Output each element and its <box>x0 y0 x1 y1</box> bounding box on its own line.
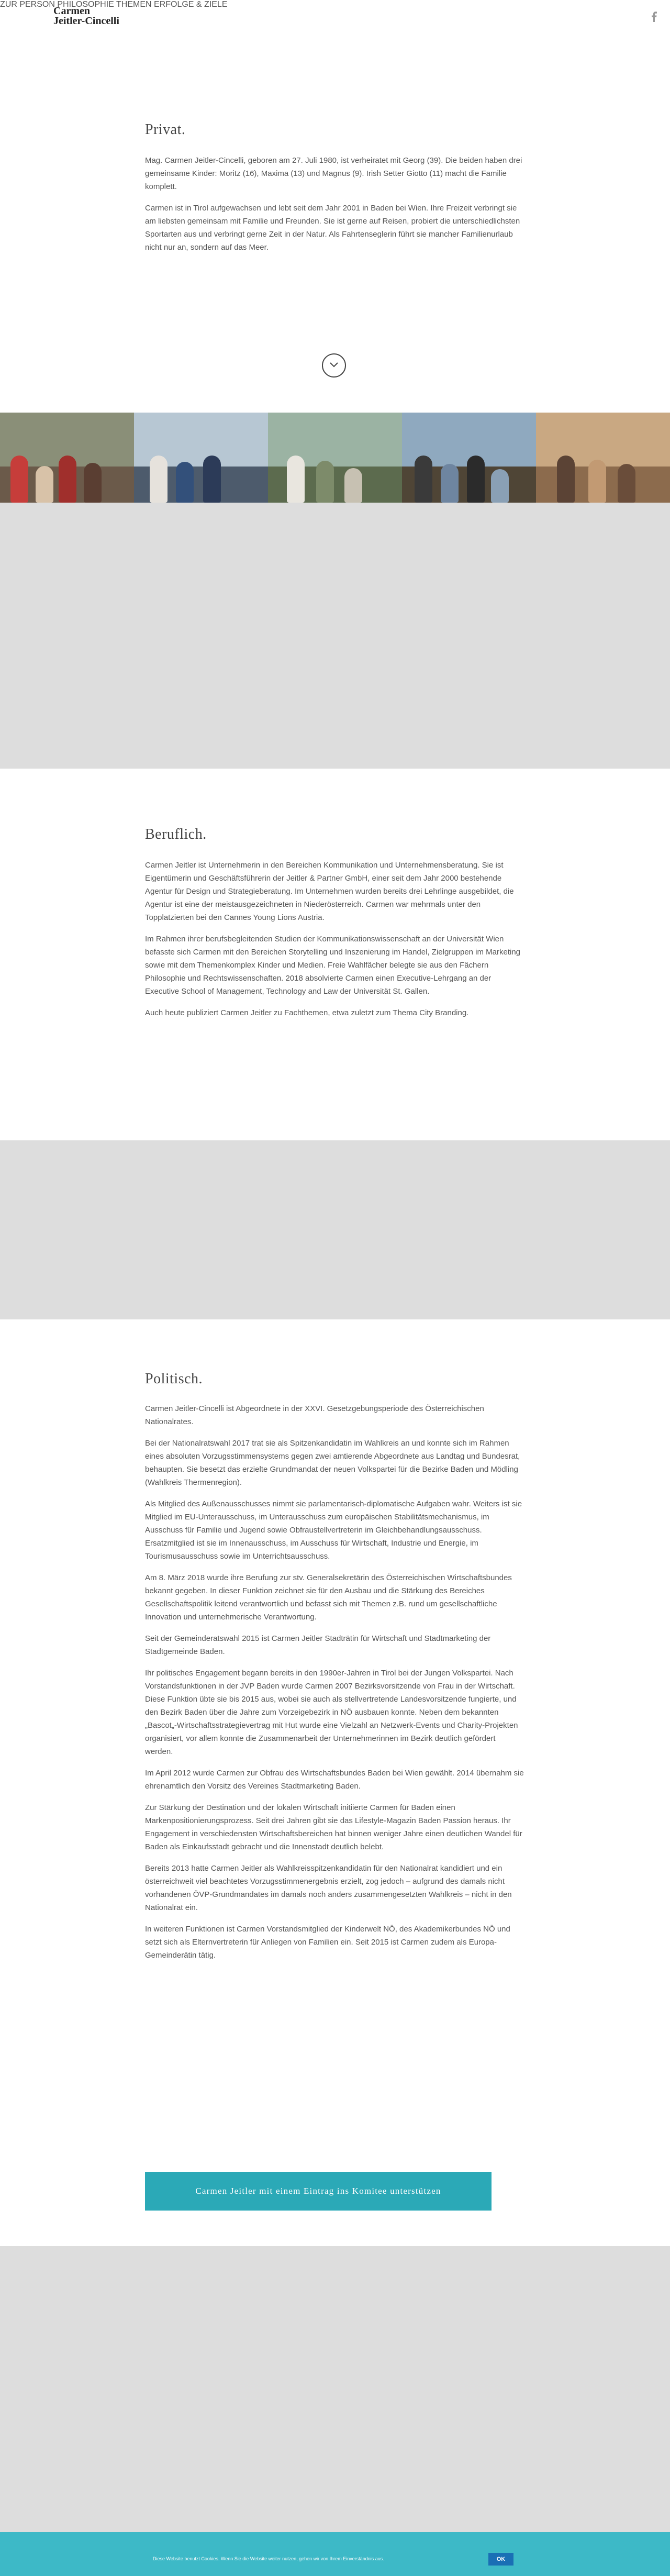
politisch-paragraph: Am 8. März 2018 wurde ihre Berufung zur stv. Generalsekretärin des Österreichischen Wirtschaftsbundes bekannt gegeben. In dieser Funktion zeichnet sie für den Ausbau und die Stärkung des Bereiches Gesellschaftspolitik leitend verantwortlich und befasst sich mit Themen z.B. rund um gesellschaftliche Innovation und unternehmerische Verantwortung. <box>145 1573 512 1622</box>
section-title-politisch: Politisch. <box>145 1371 203 1387</box>
politisch-paragraph: In weiteren Funktionen ist Carmen Vorstandsmitglied der Kinderwelt NÖ, des Akademikerbundes NÖ und setzt sich als Elternvertreterin für Anliegen von Familien ein. Seit 2015 ist Carmen zudem als Europa-Gemeinderätin tätig. <box>145 1925 510 1960</box>
image-placeholder <box>0 2246 670 2532</box>
politisch-paragraph: Carmen Jeitler-Cincelli ist Abgeordnete in der XXVI. Gesetzgebungsperiode des Österreichischen Nationalrates. <box>145 1404 484 1426</box>
privat-paragraph: Carmen ist in Tirol aufgewachsen und lebt seit dem Jahr 2001 in Baden bei Wien. Ihre Freizeit verbringt sie am liebsten gemeinsam mit Familie und Freunden. Sie ist gerne auf Reisen, probiert die unterschiedlichsten Sportarten aus und verbringt gerne Zeit in der Natur. Als Fahrtenseglerin führt sie mancher Familienurlaub nicht nur an, sondern auf das Meer. <box>145 204 520 252</box>
image-placeholder <box>0 503 670 769</box>
family-photo <box>536 413 670 503</box>
privat-paragraph: Mag. Carmen Jeitler-Cincelli, geboren am 27. Juli 1980, ist verheiratet mit Georg (39). Die beiden haben drei gemeinsame Kinder: Moritz (16), Maxima (13) und Magnus (9). Irish Setter Giotto (11) macht die Familie komplett. <box>145 156 522 191</box>
cookie-ok-button[interactable]: OK <box>488 2553 513 2566</box>
cookie-text: Diese Website benutzt Cookies. Wenn Sie die Website weiter nutzen, gehen wir von Ihrem Einverständnis aus. <box>153 2556 384 2561</box>
politisch-paragraph: Als Mitglied des Außenausschusses nimmt sie parlamentarisch-diplomatische Aufgaben wahr. Weiters ist sie Mitglied im EU-Unterausschuss, im Unterausschuss zum europäischen Stabilitätsmechanismus, im Ausschuss für Familie und Jugend sowie Obfraustellvertreterin im Gleichbehandlungsausschuss. Ersatzmitglied ist sie im Innenausschuss, im Ausschuss für Wirtschaft, Industrie und Energie, im Tourismusausschuss sowie im Unterrichtsausschuss. <box>145 1500 522 1561</box>
politisch-paragraph: Bereits 2013 hatte Carmen Jeitler als Wahlkreisspitzenkandidatin für den Nationalrat kandidiert und ein österreichweit viel beachtetes Vorzugsstimmenergebnis erzielt, zog jedoch – aufgrund des damals nicht vorhandenen ÖVP-Grundmandates im damals noch anders zusammengesetzten Wahlkreis – nicht in den Nationalrat ein. <box>145 1864 512 1912</box>
section-title-privat: Privat. <box>145 121 186 138</box>
section-beruflich <box>0 769 670 1140</box>
photo-strip <box>0 413 670 503</box>
politisch-paragraph: Zur Stärkung der Destination und der lokalen Wirtschaft initiierte Carmen für Baden einen Markenpositionierungsprozess. Seit drei Jahren gibt sie das Lifestyle-Magazin Baden Passion heraus. Ihr Engagement in verschiedensten Wirtschaftsbereichen hat binnen weniger Jahre einen deutlichen Wandel für Baden als Einkaufsstadt gebracht und die Innenstadt deutlich belebt. <box>145 1803 522 1851</box>
section-privat <box>0 37 670 413</box>
politisch-paragraph: Seit der Gemeinderatswahl 2015 ist Carmen Jeitler Stadträtin für Wirtschaft und Stadtmarketing der Stadtgemeinde Baden. <box>145 1634 491 1656</box>
politisch-paragraph: Im April 2012 wurde Carmen zur Obfrau des Wirtschaftsbundes Baden bei Wien gewählt. 2014 übernahm sie ehrenamtlich den Vorsitz des Vereines Stadtmarketing Baden. <box>145 1769 524 1791</box>
facebook-icon[interactable] <box>650 12 657 22</box>
nav-item-philosophie[interactable]: PHILOSOPHIE <box>57 0 114 9</box>
nav-item-erfolge-ziele[interactable]: ERFOLGE & ZIELE <box>154 0 228 9</box>
chevron-down-icon <box>329 362 339 368</box>
family-photo <box>268 413 402 503</box>
beruflich-paragraph: Im Rahmen ihrer berufsbegleitenden Studien der Kommunikationswissenschaft an der Universität Wien befasste sich Carmen mit den Bereichen Storytelling und Inszenierung im Handel, Zielgruppen im Marketing sowie mit dem Themenkomplex Kinder und Medien. Freie Wahlfächer belegte sie aus den Fächern Philosophie und Rechtswissenschaften. 2018 absolvierte Carmen einen Executive-Lehrgang an der Executive School of Management, Technology and Law der Universität St. Gallen. <box>145 935 521 996</box>
nav-item-themen[interactable]: THEMEN <box>116 0 152 9</box>
beruflich-paragraph: Auch heute publiziert Carmen Jeitler zu Fachthemen, etwa zuletzt zum Thema City Branding. <box>145 1008 469 1017</box>
logo-line-1: Carmen <box>53 5 90 17</box>
image-placeholder <box>0 1140 670 1319</box>
site-header <box>0 0 670 37</box>
politisch-paragraph: Bei der Nationalratswahl 2017 trat sie als Spitzenkandidatin im Wahlkreis an und konnte sich im Rahmen eines absoluten Vorzugsstimmensystems gegen zwei amtierende Abgeordnete aus Landtag und Bundesrat, behaupten. Sie besetzt das erzielte Grundmandat der neuen Volkspartei für die Bezirke Baden und Mödling (Wahlkreis Thermenregion). <box>145 1439 520 1487</box>
nav-item-zur-person[interactable]: ZUR PERSON <box>0 0 55 9</box>
section-title-beruflich: Beruflich. <box>145 826 207 842</box>
family-photo <box>402 413 536 503</box>
site-logo[interactable] <box>53 6 119 26</box>
beruflich-paragraph: Carmen Jeitler ist Unternehmerin in den Bereichen Kommunikation und Unternehmensberatung. Sie ist Eigentümerin und Geschäftsführerin der Jeitler & Partner GmbH, einer seit dem Jahr 2000 bestehende Agentur für Design und Strategieberatung. Im Unternehmen wurden bereits drei Lehrlinge ausgebildet, die Agentur ist eine der meistausgezeichneten in Niederösterreich. Carmen war mehrmals unter den Topplatzierten bei den Cannes Young Lions Austria. <box>145 861 514 922</box>
politisch-paragraph: Ihr politisches Engagement begann bereits in den 1990er-Jahren in Tirol bei der Jungen Volkspartei. Nach Vorstandsfunktionen in der JVP Baden wurde Carmen 2007 Bezirksvorsitzende von Frau in der Wirtschaft. Diese Funktion übte sie bis 2015 aus, wobei sie auch als stellvertretende Landesvorsitzende fungierte, und den Bezirk Baden über die Jahre zum Vorzeigebezirk in NÖ ausbauen konnte. Neben dem bekannten „Bascot„-Wirtschaftsstrategievertrag mit Hut wurde eine Vielzahl an Netzwerk-Events und Charity-Projekten organisiert, vor allem konnte die Zusammenarbeit der Unternehmerinnen im Bezirk deutlich gefördert werden. <box>145 1669 518 1756</box>
family-photo <box>134 413 268 503</box>
logo-line-2: Jeitler-Cincelli <box>53 15 119 27</box>
scroll-down-button[interactable] <box>322 353 346 377</box>
cookie-banner <box>0 2532 670 2576</box>
family-photo <box>0 413 134 503</box>
section-politisch <box>0 1319 670 2246</box>
support-committee-button[interactable]: Carmen Jeitler mit einem Eintrag ins Komitee unterstützen <box>145 2172 492 2211</box>
